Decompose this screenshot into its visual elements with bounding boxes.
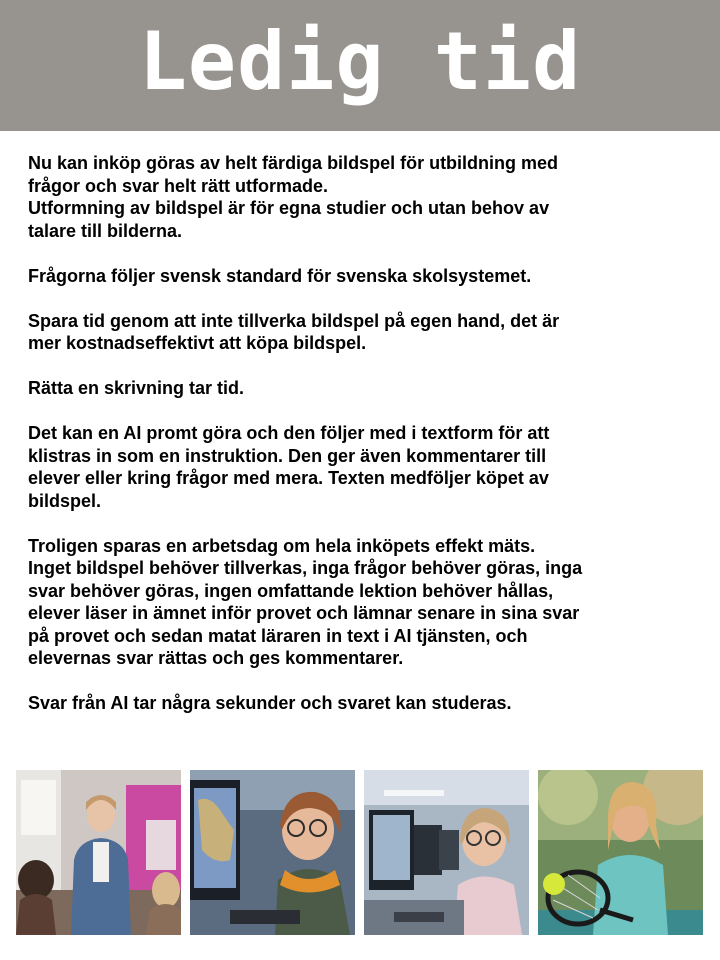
paragraph-intro	[28, 152, 708, 242]
text-line: Rätta en skrivning tar tid.	[28, 378, 245, 398]
text-line: Nu kan inköp göras av helt färdiga bildspel för utbildning med	[28, 153, 559, 173]
text-line: elever läser in ämnet inför provet och lämnar senare in sina svar	[28, 603, 580, 623]
page-title: Ledig tid	[138, 14, 582, 108]
text-line: mer kostnadseffektivt att köpa bildspel.	[28, 333, 367, 353]
text-line: talare till bilderna.	[28, 220, 183, 241]
text-line: Frågorna följer svensk standard för svenska skolsystemet.	[28, 265, 532, 286]
paragraph-standard	[28, 265, 708, 288]
text-line: Det kan en AI promt göra och den följer med i textform för att	[28, 423, 550, 443]
text-line: svar behöver göras, ingen omfattande lektion behöver hållas,	[28, 580, 554, 601]
text-line: frågor och svar helt rätt utformade.	[28, 175, 329, 196]
photo-strip	[16, 770, 703, 935]
photo-student-computer	[190, 770, 355, 935]
text-line: Utformning av bildspel är för egna studier och utan behov av	[28, 198, 550, 218]
photo-teacher-presenting	[16, 770, 181, 935]
text-line: Troligen sparas en arbetsdag om hela inköpets effekt mäts.	[28, 535, 536, 556]
body-text	[28, 152, 708, 737]
text-line: Spara tid genom att inte tillverka bildspel på egen hand, det är	[28, 310, 560, 331]
text-line: på provet och sedan matat läraren in text i AI tjänsten, och	[28, 625, 528, 646]
photo-tennis-player	[538, 770, 703, 935]
photo-woman-lab	[364, 770, 529, 935]
paragraph-ai-response	[28, 692, 708, 715]
paragraph-save-time	[28, 310, 708, 355]
paragraph-grading	[28, 377, 708, 400]
header-banner	[0, 0, 720, 131]
text-line: Svar från AI tar några sekunder och svaret kan studeras.	[28, 693, 512, 713]
paragraph-ai-prompt	[28, 422, 708, 512]
text-line: klistras in som en instruktion. Den ger även kommentarer till	[28, 445, 547, 466]
text-line: Inget bildspel behöver tillverkas, inga frågor behöver göras, inga	[28, 558, 583, 578]
text-line: elever eller kring frågor med mera. Texten medföljer köpet av	[28, 468, 549, 488]
text-line: bildspel.	[28, 490, 102, 511]
text-line: elevernas svar rättas och ges kommentarer.	[28, 648, 404, 668]
paragraph-workday	[28, 535, 708, 670]
